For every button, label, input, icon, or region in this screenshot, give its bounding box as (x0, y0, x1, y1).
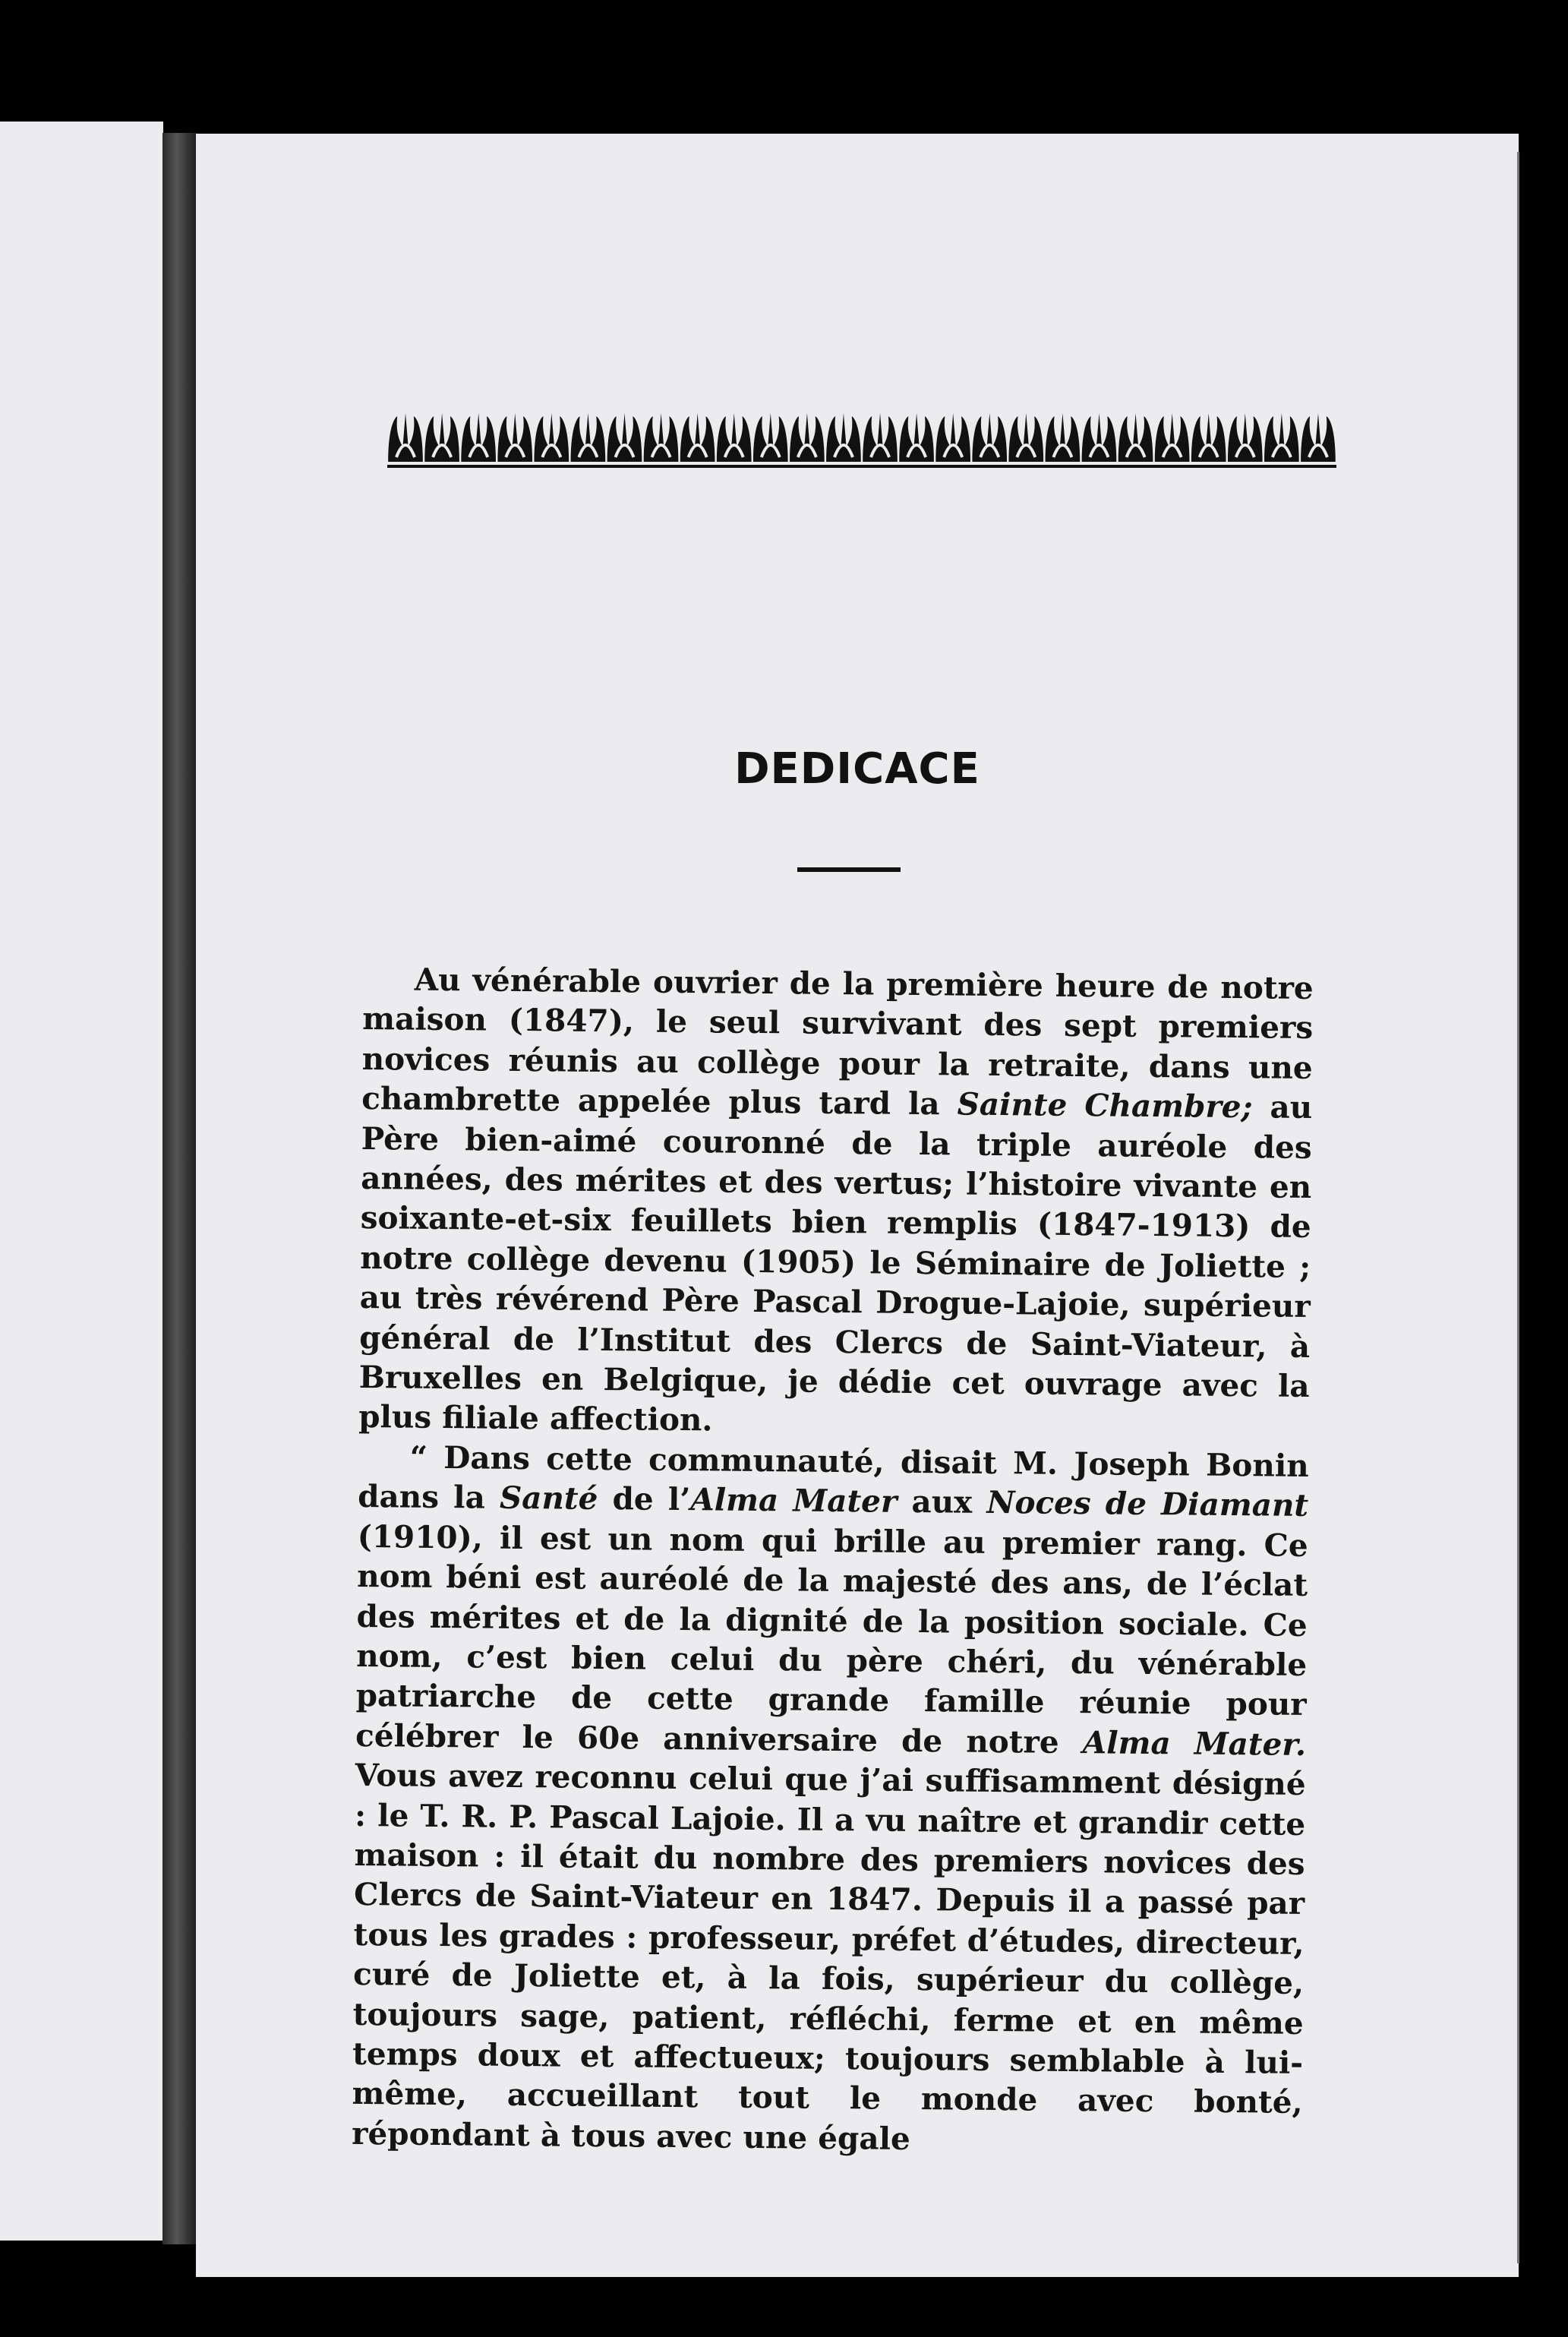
facing-page-edge (0, 122, 163, 2241)
tulip-motif-icon (535, 413, 569, 462)
tulip-motif-icon (1155, 413, 1190, 462)
page-edge-line (1517, 152, 1519, 2263)
tulip-motif-icon (680, 413, 715, 462)
tulip-motif-icon (863, 413, 898, 462)
tulip-motif-icon (1228, 413, 1263, 462)
tulip-motif-icon (972, 413, 1007, 462)
dedication-text (352, 959, 1314, 2162)
tulip-motif-icon (461, 413, 496, 462)
paragraph (358, 959, 1314, 1446)
italic-run: Alma Mater. (1082, 1723, 1307, 1763)
tulip-motif-icon (388, 413, 423, 462)
tulip-motif-icon (790, 413, 825, 462)
text-run: de l’ (598, 1480, 691, 1518)
tulip-motif-row (388, 413, 1336, 462)
tulip-motif-icon (935, 413, 970, 462)
tulip-motif-icon (1082, 413, 1117, 462)
tulip-motif-icon (1118, 413, 1153, 462)
tulip-motif-icon (753, 413, 788, 462)
tulip-motif-icon (424, 413, 459, 462)
italic-run: Alma Mater (690, 1481, 898, 1521)
text-run: aux (897, 1483, 987, 1521)
italic-run: Santé (499, 1480, 598, 1517)
tulip-motif-icon (1009, 413, 1044, 462)
book-spine (162, 133, 197, 2244)
text-run: “ Dans cette communauté, disait M. Joseph Bonin dans la (357, 1439, 1309, 1517)
tulip-motif-icon (1046, 413, 1081, 462)
tulip-motif-icon (497, 413, 532, 462)
text-run: (1910), il est un nom qui brille au premier rang. Ce nom béni est auréolé de la majesté des ans, de l’éclat des mérites et de la dignité de la position sociale. Ce nom, c’est bien celui du père chéri, du vénérable patriarche de cette grande famille réunie pour célébrer le 60e anniversaire de notre (355, 1517, 1308, 1761)
tulip-motif-icon (1191, 413, 1226, 462)
text-run: Vous avez reconnu celui que j’ai suffisamment désigné : le T. R. P. Pascal Lajoie. Il a vu naître et grandir cette maison : il était du nombre des premiers novices des Clercs de Saint-Viateur en 1847. Depuis il a passé par tous les grades : professeur, préfet d’études, directeur, curé de Joliette et, à la fois, supérieur du collège, toujours sage, patient, réfléchi, ferme et en même temps doux et affectueux; toujours semblable à lui-même, accueillant tout le monde avec bonté, répondant à tous avec une égale (351, 1757, 1306, 2157)
page-title: DEDICACE (734, 744, 980, 794)
decorative-header-ornament (387, 403, 1336, 472)
tulip-motif-icon (571, 413, 606, 462)
tulip-motif-icon (644, 413, 679, 462)
tulip-motif-icon (717, 413, 752, 462)
paragraph (352, 1437, 1309, 2162)
tulip-motif-icon (899, 413, 934, 462)
italic-run: Noces de Diamant (986, 1484, 1309, 1524)
italic-run: Sainte Chambre; (957, 1085, 1253, 1126)
tulip-motif-icon (607, 413, 642, 462)
tulip-motif-icon (1264, 413, 1299, 462)
text-run: au Père bien-aimé couronné de la triple auréole des années, des mérites et des vertus; l’histoire vivante en soixante-et-six feuillets bien remplis (1847-1913) de notre collège devenu (1905) le Séminaire de Joliette ; au très révérend Père Pascal Drogue-Lajoie, supérieur général de l’Institut des Clercs de Saint-Viateur, à Bruxelles en Belgique, je dédie cet ouvrage avec la plus filiale affection. (358, 1088, 1313, 1439)
scan-border (1519, 134, 1568, 2277)
tulip-motif-icon (826, 413, 861, 462)
title-divider (797, 867, 901, 872)
tulip-motif-icon (1301, 413, 1336, 462)
text-run: Au vénérable ouvrier de la première heure de notre maison (1847), le seul survivant des sept premiers novices réunis au collège pour la retraite, dans une chambrette appelée plus tard la (361, 961, 1314, 1123)
